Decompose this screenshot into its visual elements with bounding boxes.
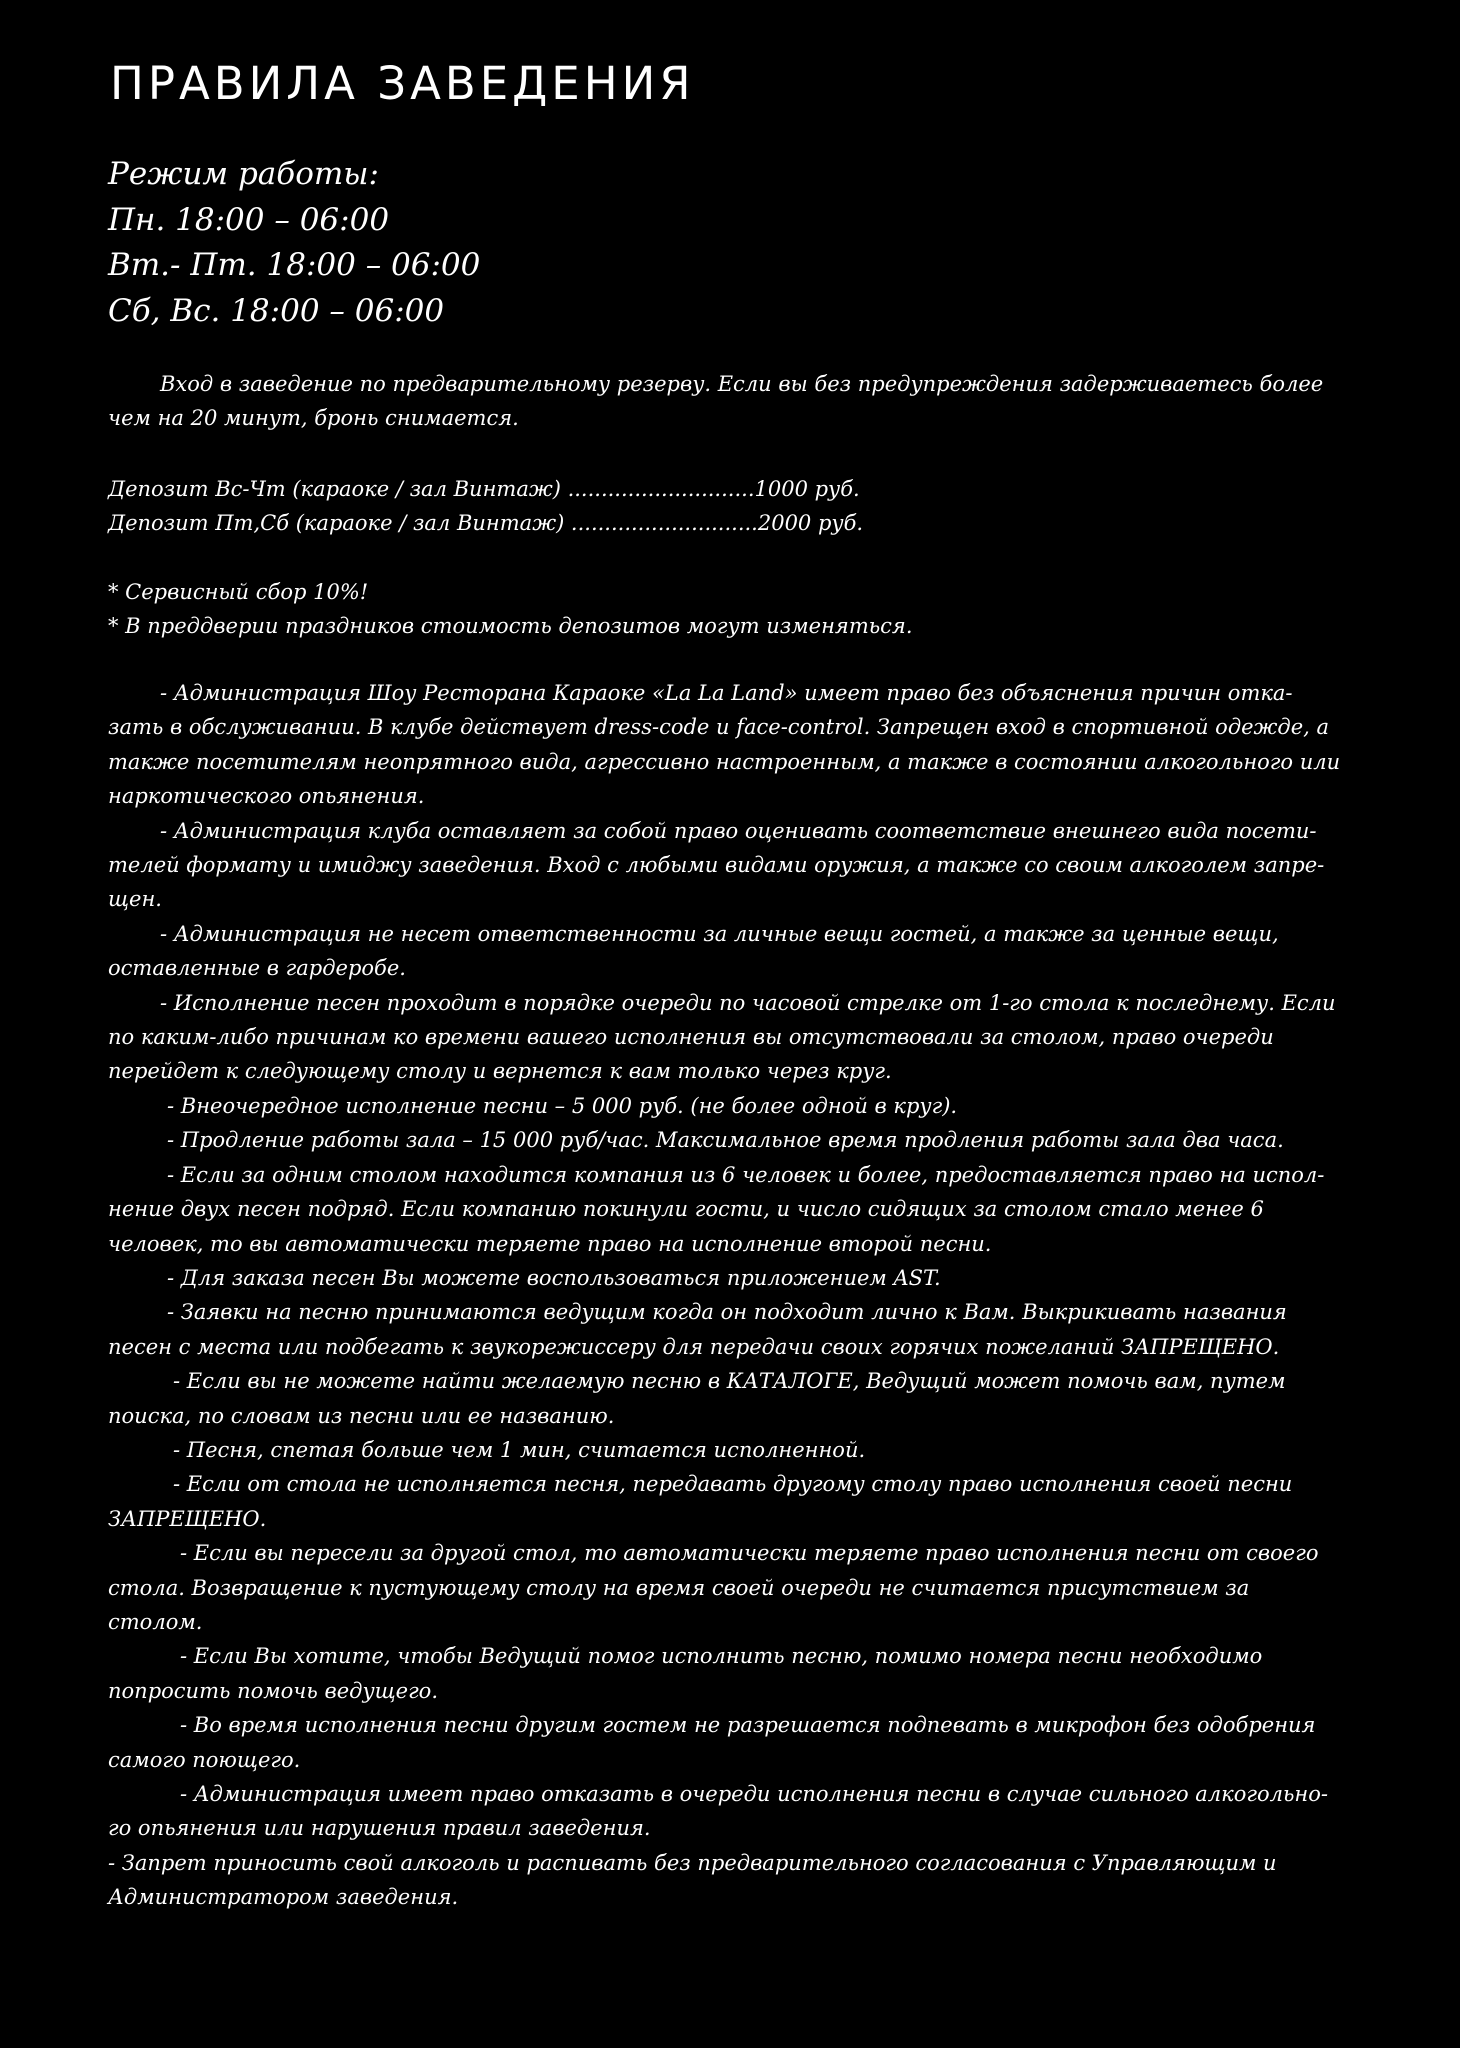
rule-line: - Исполнение песен проходит в порядке очереди по часовой стрелке от 1-го стола к последнему. Если <box>160 990 1336 1015</box>
rule-line: го опьянения или нарушения правил заведения. <box>108 1816 651 1841</box>
deposit-sun-thu: Депозит Вс-Чт (караоке / зал Винтаж) ............................1000 руб. <box>108 477 860 501</box>
hours-monday: Пн. 18:00 – 06:00 <box>108 201 390 238</box>
rule-line: поиска, по словам из песни или ее названию. <box>108 1403 615 1428</box>
rule-line: - Администрация Шоу Ресторана Караоке «La La Land» имеет право без объяснения причин отка- <box>160 681 1293 705</box>
rules-list <box>108 676 1358 1915</box>
rule-line: - Продление работы зала – 15 000 руб/час. Максимальное время продления работы зала два часа. <box>167 1128 1284 1153</box>
rule-line: щен. <box>108 887 162 912</box>
deposits-block <box>108 472 1358 541</box>
working-hours-heading: Режим работы: <box>108 156 379 192</box>
rule-line: зать в обслуживании. В клубе действует dress-code и face-control. Запрещен вход в спортивной одежде, а <box>108 715 1330 740</box>
rule-line: песен с места или подбегать к звукорежиссеру для передачи своих горячих пожеланий ЗАПРЕЩЕНО. <box>108 1334 1280 1359</box>
rule-line: - Администрация клуба оставляет за собой право оценивать соответствие внешнего вида посети- <box>160 818 1317 843</box>
rule-line: - Если вы пересели за другой стол, то автоматически теряете право исполнения песни от своего <box>180 1541 1319 1566</box>
rule-line: нение двух песен подряд. Если компанию покинули гости, и число сидящих за столом стало менее 6 <box>108 1197 1264 1222</box>
rule-line: - Запрет приносить свой алкоголь и распивать без предварительного согласования с Управляющим и <box>108 1850 1277 1875</box>
rule-line: - Администрация не несет ответственности за личные вещи гостей, а также за ценные вещи, <box>160 921 1279 946</box>
rule-line: - Если от стола не исполняется песня, передавать другому столу право исполнения своей песни <box>173 1472 1293 1497</box>
reservation-line: Вход в заведение по предварительному резерву. Если вы без предупреждения задерживаетесь более <box>160 372 1324 396</box>
rule-line: телей формату и имиджу заведения. Вход с любыми видами оружия, а также со своим алкоголем запре- <box>108 853 1325 878</box>
notes-block <box>108 575 1358 644</box>
rule-line: оставленные в гардеробе. <box>108 956 406 981</box>
rule-line: наркотического опьянения. <box>108 784 425 809</box>
rule-line: - Администрация имеет право отказать в очереди исполнения песни в случае сильного алкогольно- <box>180 1782 1328 1806</box>
rule-line: - Во время исполнения песни другим гостем не разрешается подпевать в микрофон без одобрения <box>180 1713 1316 1738</box>
rule-line: перейдет к следующему столу и вернется к вам только через круг. <box>108 1059 892 1084</box>
rule-line: - Если за одним столом находится компания из 6 человек и более, предоставляется право на испол- <box>167 1162 1325 1187</box>
rule-line: человек, то вы автоматически теряете право на исполнение второй песни. <box>108 1231 992 1256</box>
rule-line: - Если вы не можете найти желаемую песню в КАТАЛОГЕ, Ведущий может помочь вам, путем <box>173 1369 1286 1394</box>
holiday-note: * В преддверии праздников стоимость депозитов могут изменяться. <box>108 614 913 639</box>
rule-line: ЗАПРЕЩЕНО. <box>108 1506 267 1531</box>
hours-weekend: Сб, Вс. 18:00 – 06:00 <box>108 292 445 329</box>
rule-line: по каким-либо причинам ко времени вашего исполнения вы отсутствовали за столом, право очереди <box>108 1025 1274 1050</box>
rule-line: столом. <box>108 1609 203 1634</box>
rule-line: - Заявки на песню принимаются ведущим когда он подходит лично к Вам. Выкрикивать названия <box>167 1300 1287 1325</box>
deposit-fri-sat: Депозит Пт,Сб (караоке / зал Винтаж) ............................2000 руб. <box>108 511 864 536</box>
rule-line: самого поющего. <box>108 1747 301 1772</box>
reservation-line: чем на 20 минут, бронь снимается. <box>108 406 519 431</box>
rule-line: стола. Возвращение к пустующему столу на время своей очереди не считается присутствием за <box>108 1575 1250 1600</box>
rule-line: - Если Вы хотите, чтобы Ведущий помог исполнить песню, помимо номера песни необходимо <box>180 1644 1263 1669</box>
page-title: ПРАВИЛА ЗАВЕДЕНИЯ <box>110 57 695 110</box>
hours-tue-fri: Вт.- Пт. 18:00 – 06:00 <box>108 247 481 283</box>
rule-line: также посетителям неопрятного вида, агрессивно настроенным, а также в состоянии алкогольного или <box>108 749 1341 774</box>
service-fee-note: * Сервисный сбор 10%! <box>108 580 369 604</box>
rule-line: - Песня, спетая больше чем 1 мин, считается исполненной. <box>173 1437 866 1462</box>
reservation-paragraph <box>108 367 1358 436</box>
rule-line: попросить помочь ведущего. <box>108 1678 439 1703</box>
rule-line: Администратором заведения. <box>108 1885 459 1910</box>
working-hours <box>108 152 480 334</box>
rule-line: - Внеочередное исполнение песни – 5 000 руб. (не более одной в круг). <box>167 1093 958 1118</box>
rule-line: - Для заказа песен Вы можете воспользоваться приложением AST. <box>167 1265 941 1290</box>
